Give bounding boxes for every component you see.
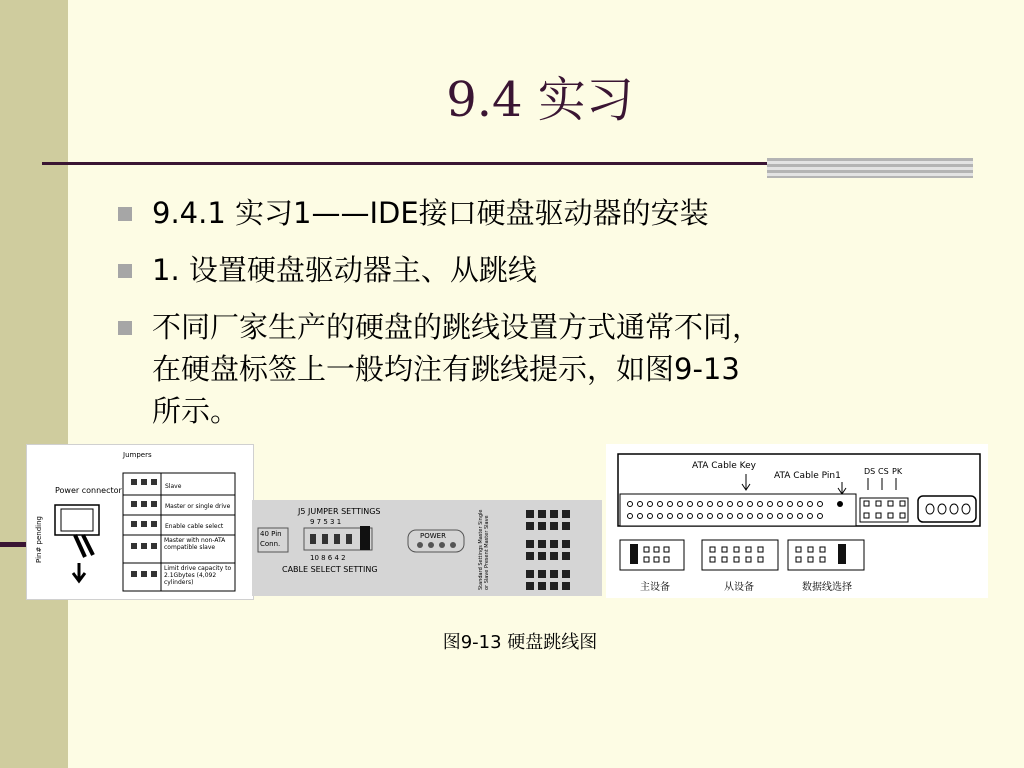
bullet-1: 9.4.1 实习1——IDE接口硬盘驱动器的安装: [152, 196, 709, 230]
power-label: POWER: [420, 532, 446, 540]
bullet-3-line-2: 在硬盘标签上一般均注有跳线提示，如图9-13: [152, 352, 740, 386]
ds-label: DS: [864, 467, 876, 476]
pk-label: PK: [892, 467, 903, 476]
ata-cable-pin1-label: ATA Cable Pin1: [774, 471, 841, 481]
bullet-marker: [118, 264, 132, 278]
pin-numbers-bottom: 10 8 6 4 2: [310, 554, 346, 562]
slave-device-label: 从设备: [724, 582, 754, 593]
pin-pending-label: Pin# pending: [35, 516, 43, 563]
jumpers-label: Jumpers: [123, 451, 152, 459]
jumper-diagram-right: [606, 444, 988, 598]
pin-numbers-top: 9 7 5 3 1: [310, 518, 342, 526]
bullet-2: 1. 设置硬盘驱动器主、从跳线: [152, 253, 537, 287]
standard-settings-label: Standard Settings Master Single or Slave Present Master Slave: [478, 509, 490, 590]
jumper-row-label: Enable cable select: [165, 523, 224, 530]
jumper-row-label: Master with non-ATA compatible slave: [164, 537, 226, 551]
bullet-marker: [118, 207, 132, 221]
jumper-row-label: Master or single drive: [165, 503, 231, 510]
title-rule: [42, 162, 767, 165]
cs-label: CS: [878, 467, 889, 476]
jumper-row-label: Slave: [165, 483, 182, 490]
jumper-diagram-middle: [252, 500, 602, 596]
slide-title: 9.4 实习: [446, 72, 634, 128]
ata-cable-key-label: ATA Cable Key: [692, 461, 757, 471]
bullet-3: [152, 306, 761, 432]
cable-select-label: CABLE SELECT SETTING: [282, 565, 378, 574]
j5-title: J5 JUMPER SETTINGS: [298, 507, 381, 516]
bullet-3-line-3: 所示。: [152, 394, 240, 428]
master-device-label: 主设备: [640, 582, 670, 593]
bullet-marker: [118, 321, 132, 335]
jumper-diagram-left: [26, 444, 254, 600]
bullet-3-line-1: 不同厂家生产的硬盘的跳线设置方式通常不同，: [152, 310, 762, 344]
title-rule-accent: [767, 158, 973, 178]
conn-label-1: 40 Pin: [260, 530, 282, 538]
figure-caption: 图9-13 硬盘跳线图: [442, 632, 598, 653]
power-connector-label: Power connector: [55, 486, 122, 495]
data-cable-select-label: 数据线选择: [802, 582, 852, 593]
side-bar: [0, 0, 68, 768]
jumper-row-label: Limit drive capacity to 2.1Gbytes (4,092 cylinders): [164, 565, 232, 586]
conn-label-2: Conn.: [260, 540, 281, 548]
